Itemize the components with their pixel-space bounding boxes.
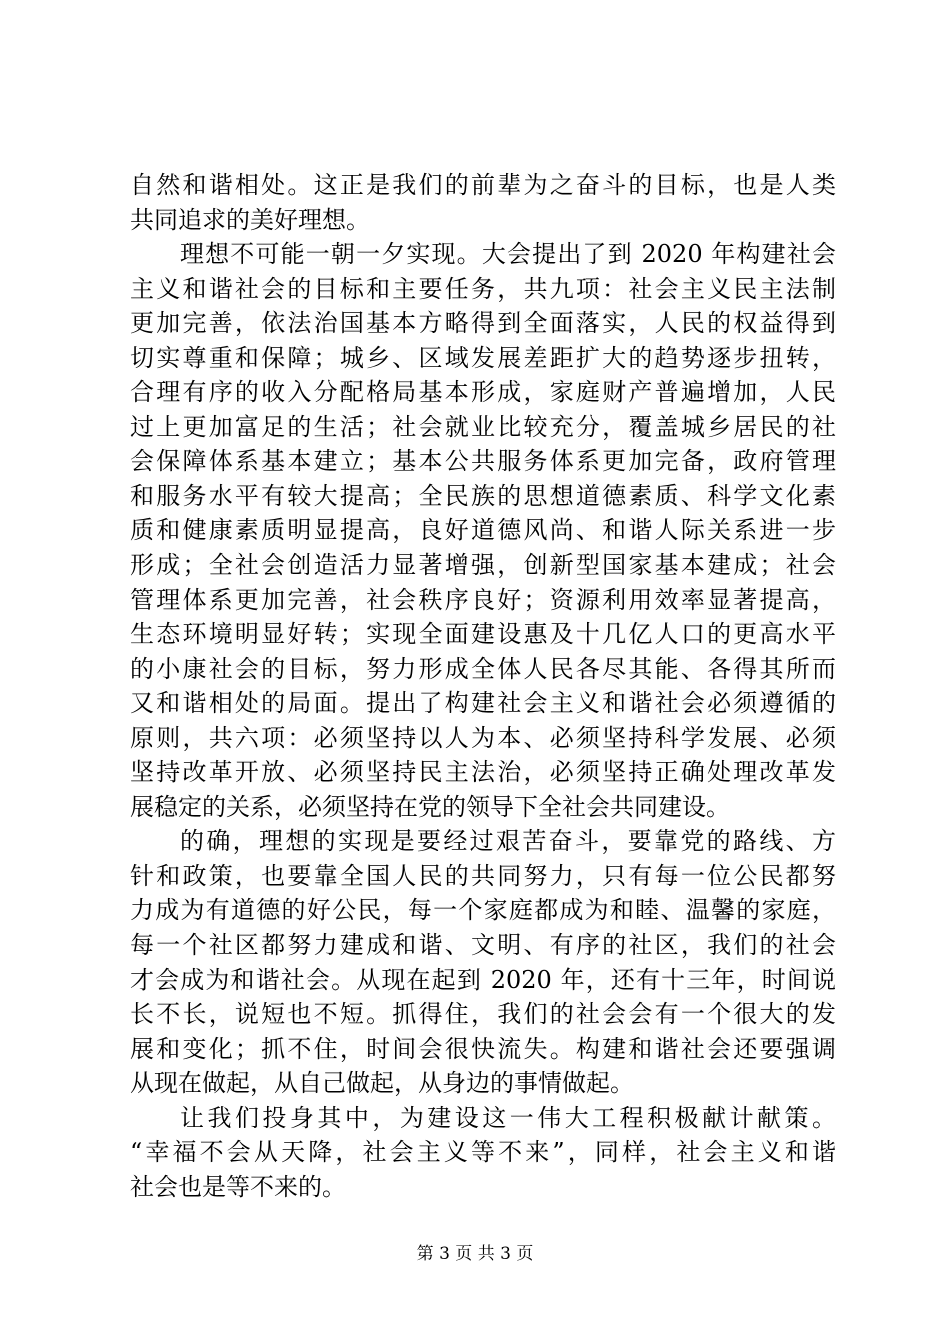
text-line: 让我们投身其中，为建设这一伟大工程积极献计献策。 <box>180 1103 836 1132</box>
text-line: 切实尊重和保障；城乡、区域发展差距扩大的趋势逐步扭转， <box>130 343 836 372</box>
text-line: 坚持改革开放、必须坚持民主法治，必须坚持正确处理改革发 <box>130 758 836 787</box>
text-line: 过上更加富足的生活；社会就业比较充分，覆盖城乡居民的社 <box>130 412 836 441</box>
page-footer: 第 3 页 共 3 页 <box>416 1244 534 1264</box>
text-line: 社会也是等不来的。 <box>130 1172 346 1201</box>
text-line: 才会成为和谐社会。从现在起到 2020 年，还有十三年，时间说 <box>130 965 836 994</box>
document-body <box>130 168 836 1204</box>
text-line: 主义和谐社会的目标和主要任务，共九项：社会主义民主法制 <box>130 274 836 303</box>
text-line: 合理有序的收入分配格局基本形成，家庭财产普遍增加，人民 <box>130 378 836 407</box>
text-line: 形成；全社会创造活力显著增强，创新型国家基本建成；社会 <box>130 551 836 580</box>
text-line: 生态环境明显好转；实现全面建设惠及十几亿人口的更高水平 <box>130 620 836 649</box>
text-line: 的小康社会的目标，努力形成全体人民各尽其能、各得其所而 <box>130 654 836 683</box>
text-line: 质和健康素质明显提高，良好道德风尚、和谐人际关系进一步 <box>130 516 836 545</box>
text-line: 长不长，说短也不短。抓得住，我们的社会会有一个很大的发 <box>130 1000 836 1029</box>
text-line: 会保障体系基本建立；基本公共服务体系更加完备，政府管理 <box>130 447 836 476</box>
text-line: “幸福不会从天降，社会主义等不来”，同样，社会主义和谐 <box>130 1138 836 1167</box>
text-line: 理想不可能一朝一夕实现。大会提出了到 2020 年构建社会 <box>180 240 836 269</box>
text-line: 针和政策，也要靠全国人民的共同努力，只有每一位公民都努 <box>130 861 836 890</box>
text-line: 自然和谐相处。这正是我们的前辈为之奋斗的目标，也是人类 <box>130 171 836 199</box>
text-line: 力成为有道德的好公民，每一个家庭都成为和睦、温馨的家庭， <box>130 896 836 925</box>
text-line: 更加完善，依法治国基本方略得到全面落实，人民的权益得到 <box>130 309 836 338</box>
text-line: 从现在做起，从自己做起，从身边的事情做起。 <box>130 1069 634 1098</box>
text-line: 的确，理想的实现是要经过艰苦奋斗，要靠党的路线、方 <box>180 827 836 856</box>
text-line: 管理体系更加完善，社会秩序良好；资源利用效率显著提高， <box>130 585 836 614</box>
text-line: 原则，共六项：必须坚持以人为本、必须坚持科学发展、必须 <box>130 723 836 752</box>
text-line: 和服务水平有较大提高；全民族的思想道德素质、科学文化素 <box>130 481 836 510</box>
text-line: 展和变化；抓不住，时间会很快流失。构建和谐社会还要强调 <box>130 1034 836 1063</box>
text-line: 又和谐相处的局面。提出了构建社会主义和谐社会必须遵循的 <box>130 689 836 718</box>
text-line: 共同追求的美好理想。 <box>130 205 370 234</box>
text-line: 每一个社区都努力建成和谐、文明、有序的社区，我们的社会 <box>130 931 836 960</box>
text-line: 展稳定的关系，必须坚持在党的领导下全社会共同建设。 <box>130 792 730 821</box>
